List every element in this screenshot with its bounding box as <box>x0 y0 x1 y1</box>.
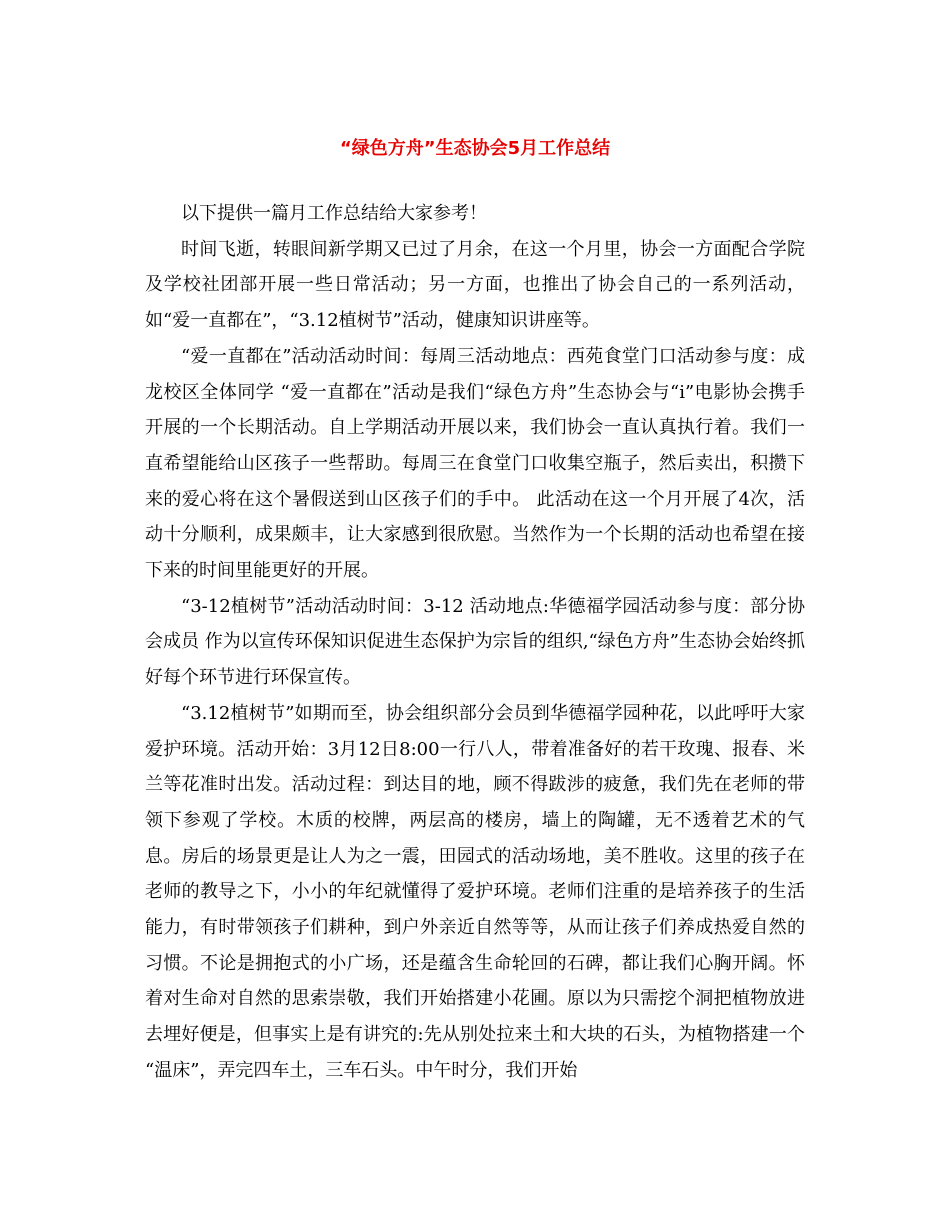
paragraph-overview: 时间飞逝，转眼间新学期又已过了月余，在这一个月里，协会一方面配合学院及学校社团部开展一些日常活动；另一方面，也推出了协会自己的一系列活动，如“爱一直都在”，“3.12植树节”活动，健康知识讲座等。 <box>145 238 805 332</box>
paragraph-arbor-day-info: “3-12植树节”活动活动时间：3-12 活动地点:华德福学园活动参与度：部分协会成员 作为以宣传环保知识促进生态保护为宗旨的组织,“绿色方舟”生态协会始终抓好每个环节进行环保宣传。 <box>145 595 805 689</box>
document-title: “绿色方舟”生态协会5月工作总结 <box>339 138 611 159</box>
paragraph-intro: 以下提供一篇月工作总结给大家参考！ <box>181 203 487 224</box>
paragraph-arbor-day-report: “3.12植树节”如期而至，协会组织部分会员到华德福学园种花，以此呼吁大家爱护环境。活动开始：3月12日8:00一行八人，带着准备好的若干玫瑰、报春、米兰等花准时出发。活动过程：到达目的地，顾不得跋涉的疲惫，我们先在老师的带领下参观了学校。木质的校牌，两层高的楼房，墙上的陶罐，无不透着艺术的气息。房后的场景更是让人为之一震，田园式的活动场地，美不胜收。这里的孩子在老师的教导之下，小小的年纪就懂得了爱护环境。老师们注重的是培养孩子的生活能力，有时带领孩子们耕种，到户外亲近自然等等，从而让孩子们养成热爱自然的习惯。不论是拥抱式的小广场，还是蕴含生命轮回的石碑，都让我们心胸开阔。怀着对生命对自然的思索崇敬，我们开始搭建小花圃。原以为只需挖个洞把植物放进去埋好便是，但事实上是有讲究的:先从别处拉来土和大块的石头，为植物搭建一个 “温床”，弄完四车土，三车石头。中午时分，我们开始 <box>145 702 805 1081</box>
paragraph-love-activity: “爱一直都在”活动活动时间：每周三活动地点：西苑食堂门口活动参与度：成龙校区全体同学 “爱一直都在”活动是我们“绿色方舟”生态协会与“i”电影协会携手开展的一个长期活动。自上学期活动开展以来，我们协会一直认真执行着。我们一直希望能给山区孩子一些帮助。每周三在食堂门口收集空瓶子，然后卖出，积攒下来的爱心将在这个暑假送到山区孩子们的手中。 此活动在这一个月开展了4次，活动十分顺利，成果颇丰，让大家感到很欣慰。当然作为一个长期的活动也希望在接下来的时间里能更好的开展。 <box>145 345 805 582</box>
document-body <box>145 196 805 1089</box>
